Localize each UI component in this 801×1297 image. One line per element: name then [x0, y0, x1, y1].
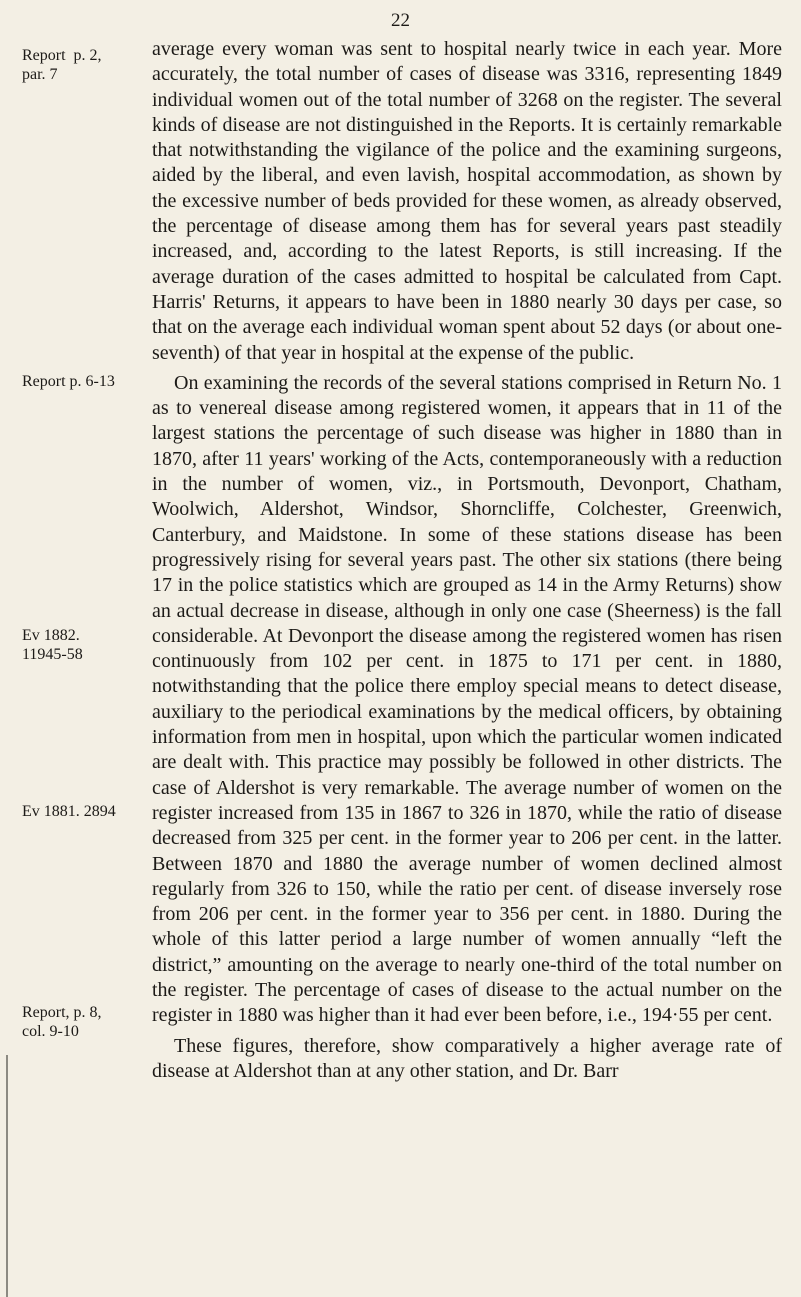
margin-note-ev-1882: Ev 1882. 11945-58: [22, 627, 83, 663]
margin-note-report-p8: Report, p. 8, col. 9-10: [22, 1004, 102, 1040]
paragraph: On examining the records of the several stations comprised in Return No. 1 as to venereal disease among registered women, it appears that in 11 of the largest stations the percentage of such disease was higher in 1880 than in 1870, after 11 years' working of the Acts, contemporaneously with a reduction in the number of women, viz., in Portsmouth, Devonport, Chatham, Woolwich, Aldershot, Windsor, Shorncliffe, Colchester, Greenwich, Canterbury, and Maidstone. In some of these stations disease has been progressively rising for several years past. The other six stations (there being 17 in the police statistics which are grouped as 14 in the Army Returns) show an actual decrease in disease, although in only one case (Sheerness) is the fall considerable. At Devonport the disease among the registered women has risen continuously from 102 per cent. in 1875 to 171 per cent. in 1880, notwithstanding that the police there employ special means to detect disease, auxiliary to the periodical examinations by the medical officers, by obtaining information from men in hospital, upon which the particular women indicated are dealt with. This practice may possibly be followed in other districts. The case of Aldershot is very remarkable. The average number of women on the register increased from 135 in 1867 to 326 in 1870, while the ratio of disease decreased from 325 per cent. in the former year to 206 per cent. in the latter. Between 1870 and 1880 the average number of women declined almost regularly from 326 to 150, while the ratio per cent. of disease inversely rose from 206 per cent. in the former year to 356 per cent. in 1880. During the whole of this latter period a large number of women annually “left the district,” amounting on the average to nearly one-third of the total number on the register. The percentage of cases of disease to the actual number on the register in 1880 was higher than it had ever been before, i.e., 194·55 per cent.: [152, 371, 782, 1027]
margin-note-report-p2: Report p. 2, par. 7: [22, 47, 102, 83]
paragraph: These figures, therefore, show comparatively a higher average rate of disease at Aldershot than at any other station, and Dr. Barr: [152, 1034, 782, 1082]
binding-edge: [6, 1055, 8, 1297]
paragraph: average every woman was sent to hospital nearly twice in each year. More accurately, the total number of cases of disease was 3316, representing 1849 individual women out of the total number of 3268 on the register. The several kinds of disease are not distinguished in the Reports. It is certainly remarkable that notwithstanding the vigilance of the police and the examining surgeons, aided by the liberal, and even lavish, hospital accommodation, as shown by the excessive number of beds provided for these women, as already observed, the percentage of disease among them has for several years past steadily increased, and, according to the latest Reports, is still increasing. If the average duration of the cases admitted to hospital be calculated from Capt. Harris' Returns, it appears to have been in 1880 nearly 30 days per case, so that on the average each individual woman spent about 52 days (or about one-seventh) of that year in hospital at the expense of the public.: [152, 38, 782, 364]
margin-note-report-p6-13: Report p. 6-13: [22, 373, 115, 390]
body-text: [152, 37, 782, 1084]
page-number: 22: [391, 10, 410, 31]
margin-note-ev-1881: Ev 1881. 2894: [22, 803, 116, 820]
